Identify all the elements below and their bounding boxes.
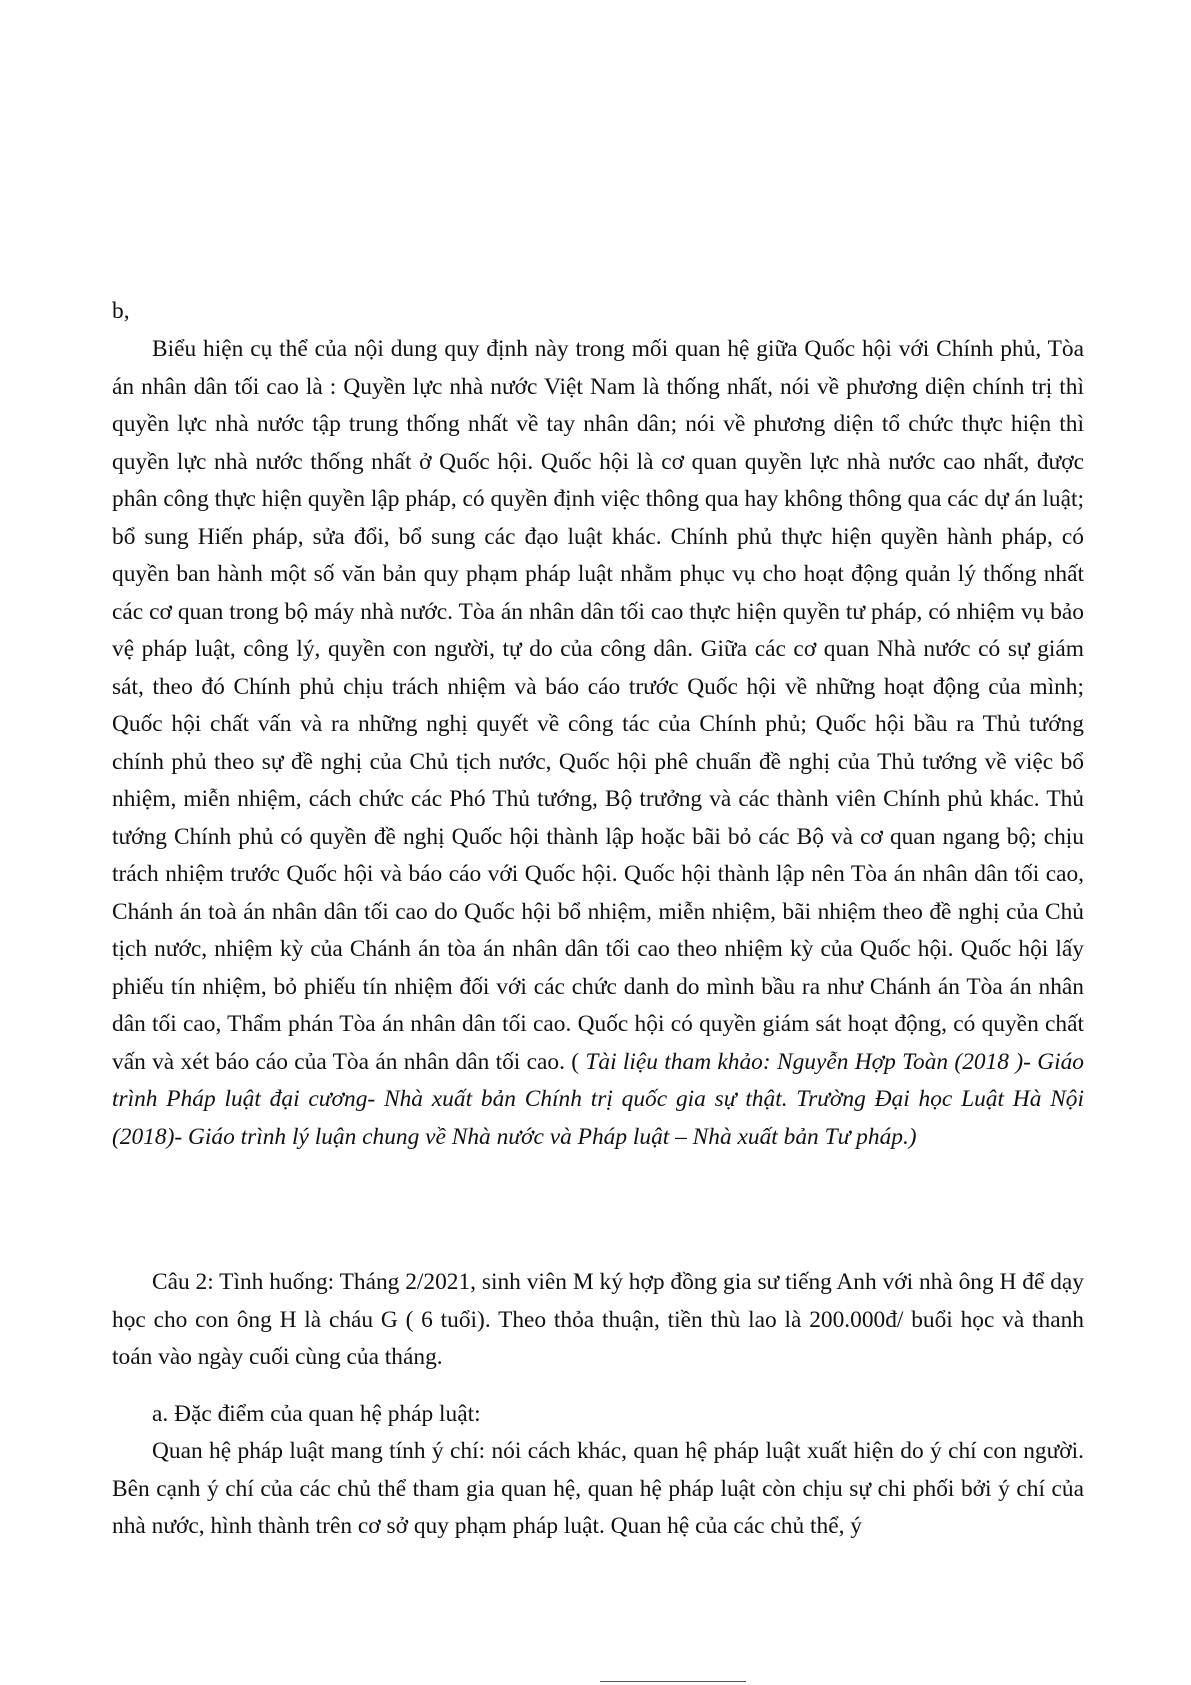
section-label-b: b, <box>112 298 130 324</box>
paragraph-question-2: Câu 2: Tình huống: Tháng 2/2021, sinh viên M ký hợp đồng gia sư tiếng Anh với nhà ông H để dạy học cho con ông H là cháu G ( 6 tuổi). Theo thỏa thuận, tiền thù lao là 200.000đ/ buổi học và thanh toán vào ngày cuối cùng của tháng. <box>112 1269 1084 1370</box>
document-page <box>112 0 1084 1685</box>
reference-citation: Tài liệu tham khảo: Nguyễn Hợp Toàn (2018 )- Giáo trình Pháp luật đại cương- Nhà xuất bản Chính trị quốc gia sự thật. Trường Đại học Luật Hà Nội (2018)- Giáo trình lý luận chung về Nhà nước và Pháp luật – Nhà xuất bản Tư pháp.) <box>112 1048 1085 1150</box>
footer-divider <box>600 1681 746 1682</box>
paragraph-part-a: Quan hệ pháp luật mang tính ý chí: nói cách khác, quan hệ pháp luật xuất hiện do ý chí con người. Bên cạnh ý chí của các chủ thể tham gia quan hệ, quan hệ pháp luật còn chịu sự chi phối bởi ý chí của nhà nước, hình thành trên cơ sở quy phạm pháp luật. Quan hệ của các chủ thể, ý <box>112 1438 1084 1539</box>
paragraph-part-b <box>112 331 1084 1156</box>
heading-part-a: a. Đặc điểm của quan hệ pháp luật: <box>152 1401 481 1427</box>
part-b-body-text: Biểu hiện cụ thể của nội dung quy định này trong mối quan hệ giữa Quốc hội với Chính phủ, Tòa án nhân dân tối cao là : Quyền lực nhà nước Việt Nam là thống nhất, nói về phương diện chính trị thì quyền lực nhà nước tập trung thống nhất về tay nhân dân; nói về phương diện tổ chức thực hiện thì quyền lực nhà nước thống nhất ở Quốc hội. Quốc hội là cơ quan quyền lực nhà nước cao nhất, được phân công thực hiện quyền lập pháp, có quyền định việc thông qua hay không thông qua các dự án luật; bổ sung Hiến pháp, sửa đổi, bổ sung các đạo luật khác. Chính phủ thực hiện quyền hành pháp, có quyền ban hành một số văn bản quy phạm pháp luật nhằm phục vụ cho hoạt động quản lý thống nhất các cơ quan trong bộ máy nhà nước. Tòa án nhân dân tối cao thực hiện quyền tư pháp, có nhiệm vụ bảo vệ pháp luật, công lý, quyền con người, tự do của công dân. Giữa các cơ quan Nhà nước có sự giám sát, theo đó Chính phủ chịu trách nhiệm và báo cáo trước Quốc hội về những hoạt động của mình; Quốc hội chất vấn và ra những nghị quyết về công tác của Chính phủ; Quốc hội bầu ra Thủ tướng chính phủ theo sự đề nghị của Chủ tịch nước, Quốc hội phê chuẩn đề nghị của Thủ tướng về việc bổ nhiệm, miễn nhiệm, cách chức các Phó Thủ tướng, Bộ trưởng và các thành viên Chính phủ khác. Thủ tướng Chính phủ có quyền đề nghị Quốc hội thành lập hoặc bãi bỏ các Bộ và cơ quan ngang bộ; chịu trách nhiệm trước Quốc hội và báo cáo với Quốc hội. Quốc hội thành lập nên Tòa án nhân dân tối cao, Chánh án toà án nhân dân tối cao do Quốc hội bổ nhiệm, miễn nhiệm, bãi nhiệm theo đề nghị của Chủ tịch nước, nhiệm kỳ của Chánh án tòa án nhân dân tối cao theo nhiệm kỳ của Quốc hội. Quốc hội lấy phiếu tín nhiệm, bỏ phiếu tín nhiệm đối với các chức danh do mình bầu ra như Chánh án Tòa án nhân dân tối cao, Thẩm phán Tòa án nhân dân tối cao. Quốc hội có quyền giám sát hoạt động, có quyền chất vấn và xét báo cáo của Tòa án nhân dân tối cao. ( <box>112 336 1084 1075</box>
